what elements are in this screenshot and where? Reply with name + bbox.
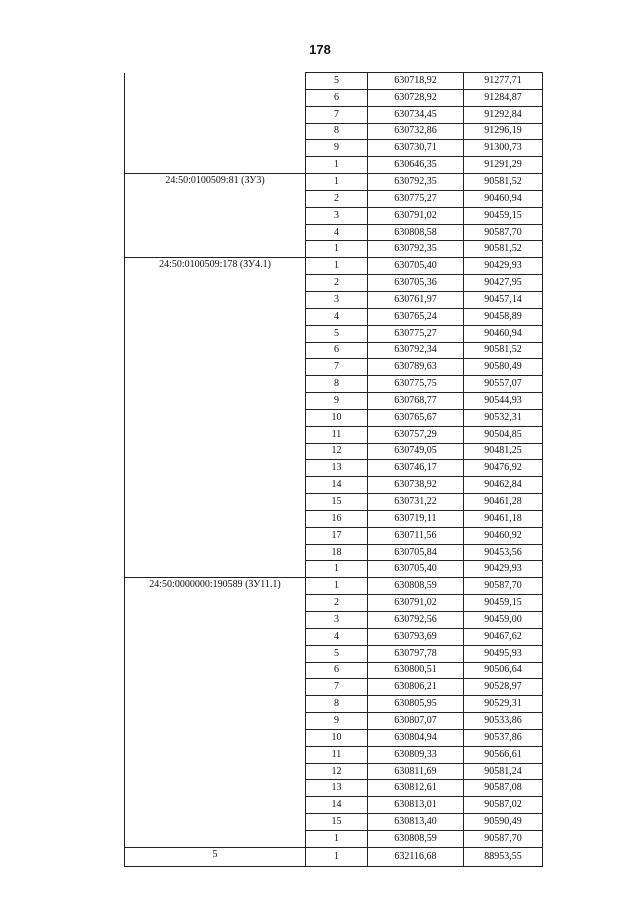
- point-number-cell: 2: [306, 595, 368, 612]
- y-coordinate-cell: 91277,71: [464, 73, 543, 90]
- table-row: [125, 73, 543, 90]
- point-number-cell: 9: [306, 393, 368, 410]
- y-coordinate-cell: 90504,85: [464, 426, 543, 443]
- x-coordinate-cell: 630732,86: [368, 123, 464, 140]
- x-coordinate-cell: 630804,94: [368, 729, 464, 746]
- parcel-group: [125, 174, 543, 258]
- x-coordinate-cell: 630775,27: [368, 190, 464, 207]
- y-coordinate-cell: 90506,64: [464, 662, 543, 679]
- x-coordinate-cell: 630738,92: [368, 477, 464, 494]
- y-coordinate-cell: 90557,07: [464, 376, 543, 393]
- point-number-cell: 14: [306, 477, 368, 494]
- x-coordinate-cell: 630797,78: [368, 645, 464, 662]
- page-number: 178: [309, 42, 331, 57]
- parcel-cadastral-number: 5: [125, 847, 306, 866]
- x-coordinate-cell: 630765,24: [368, 308, 464, 325]
- y-coordinate-cell: 91291,29: [464, 157, 543, 174]
- y-coordinate-cell: 90459,15: [464, 595, 543, 612]
- point-number-cell: 12: [306, 763, 368, 780]
- x-coordinate-cell: 630808,59: [368, 830, 464, 847]
- y-coordinate-cell: 90453,56: [464, 544, 543, 561]
- point-number-cell: 13: [306, 460, 368, 477]
- parcel-cadastral-number: 24:50:0100509:178 (ЗУ4.1): [125, 258, 306, 578]
- x-coordinate-cell: 630705,40: [368, 561, 464, 578]
- x-coordinate-cell: 630809,33: [368, 746, 464, 763]
- y-coordinate-cell: 90457,14: [464, 291, 543, 308]
- y-coordinate-cell: 90537,86: [464, 729, 543, 746]
- y-coordinate-cell: 88953,55: [464, 847, 543, 866]
- x-coordinate-cell: 630775,75: [368, 376, 464, 393]
- point-number-cell: 1: [306, 174, 368, 191]
- point-number-cell: 3: [306, 291, 368, 308]
- parcel-cadastral-number: 24:50:0000000:190589 (ЗУ11.1): [125, 578, 306, 848]
- y-coordinate-cell: 90460,94: [464, 190, 543, 207]
- x-coordinate-cell: 630808,59: [368, 578, 464, 595]
- y-coordinate-cell: 90467,62: [464, 628, 543, 645]
- parcel-group: [125, 258, 543, 578]
- point-number-cell: 3: [306, 612, 368, 629]
- point-number-cell: 7: [306, 106, 368, 123]
- point-number-cell: 5: [306, 645, 368, 662]
- point-number-cell: 14: [306, 797, 368, 814]
- y-coordinate-cell: 90533,86: [464, 713, 543, 730]
- y-coordinate-cell: 90581,52: [464, 174, 543, 191]
- x-coordinate-cell: 630811,69: [368, 763, 464, 780]
- x-coordinate-cell: 630792,35: [368, 174, 464, 191]
- point-number-cell: 8: [306, 376, 368, 393]
- x-coordinate-cell: 632116,68: [368, 847, 464, 866]
- y-coordinate-cell: 91296,19: [464, 123, 543, 140]
- y-coordinate-cell: 90461,18: [464, 510, 543, 527]
- x-coordinate-cell: 630808,58: [368, 224, 464, 241]
- point-number-cell: 6: [306, 662, 368, 679]
- point-number-cell: 4: [306, 628, 368, 645]
- x-coordinate-cell: 630791,02: [368, 595, 464, 612]
- point-number-cell: 8: [306, 696, 368, 713]
- point-number-cell: 18: [306, 544, 368, 561]
- point-number-cell: 1: [306, 847, 368, 866]
- x-coordinate-cell: 630791,02: [368, 207, 464, 224]
- y-coordinate-cell: 91292,84: [464, 106, 543, 123]
- y-coordinate-cell: 90581,52: [464, 342, 543, 359]
- point-number-cell: 2: [306, 275, 368, 292]
- parcel-group: [125, 73, 543, 174]
- y-coordinate-cell: 90495,93: [464, 645, 543, 662]
- y-coordinate-cell: 90476,92: [464, 460, 543, 477]
- coordinates-table: [124, 72, 543, 867]
- x-coordinate-cell: 630746,17: [368, 460, 464, 477]
- point-number-cell: 11: [306, 426, 368, 443]
- y-coordinate-cell: 90566,61: [464, 746, 543, 763]
- parcel-cadastral-number: 24:50:0100509:81 (ЗУ3): [125, 174, 306, 258]
- point-number-cell: 8: [306, 123, 368, 140]
- x-coordinate-cell: 630805,95: [368, 696, 464, 713]
- x-coordinate-cell: 630711,56: [368, 527, 464, 544]
- x-coordinate-cell: 630812,61: [368, 780, 464, 797]
- y-coordinate-cell: 90590,49: [464, 814, 543, 831]
- x-coordinate-cell: 630761,97: [368, 291, 464, 308]
- x-coordinate-cell: 630792,35: [368, 241, 464, 258]
- table-row: [125, 578, 543, 595]
- point-number-cell: 9: [306, 713, 368, 730]
- x-coordinate-cell: 630765,67: [368, 409, 464, 426]
- point-number-cell: 4: [306, 224, 368, 241]
- point-number-cell: 7: [306, 359, 368, 376]
- x-coordinate-cell: 630705,84: [368, 544, 464, 561]
- point-number-cell: 12: [306, 443, 368, 460]
- x-coordinate-cell: 630646,35: [368, 157, 464, 174]
- x-coordinate-cell: 630792,34: [368, 342, 464, 359]
- point-number-cell: 1: [306, 561, 368, 578]
- y-coordinate-cell: 91300,73: [464, 140, 543, 157]
- point-number-cell: 15: [306, 494, 368, 511]
- parcel-group: [125, 578, 543, 848]
- point-number-cell: 15: [306, 814, 368, 831]
- y-coordinate-cell: 90580,49: [464, 359, 543, 376]
- table-row: [125, 258, 543, 275]
- x-coordinate-cell: 630734,45: [368, 106, 464, 123]
- y-coordinate-cell: 90460,94: [464, 325, 543, 342]
- y-coordinate-cell: 90587,70: [464, 578, 543, 595]
- point-number-cell: 16: [306, 510, 368, 527]
- point-number-cell: 2: [306, 190, 368, 207]
- point-number-cell: 7: [306, 679, 368, 696]
- y-coordinate-cell: 90544,93: [464, 393, 543, 410]
- x-coordinate-cell: 630813,40: [368, 814, 464, 831]
- point-number-cell: 10: [306, 729, 368, 746]
- y-coordinate-cell: 90460,92: [464, 527, 543, 544]
- point-number-cell: 6: [306, 342, 368, 359]
- table-row: [125, 847, 543, 866]
- y-coordinate-cell: 90459,15: [464, 207, 543, 224]
- point-number-cell: 1: [306, 830, 368, 847]
- y-coordinate-cell: 90481,25: [464, 443, 543, 460]
- x-coordinate-cell: 630718,92: [368, 73, 464, 90]
- point-number-cell: 10: [306, 409, 368, 426]
- x-coordinate-cell: 630813,01: [368, 797, 464, 814]
- point-number-cell: 3: [306, 207, 368, 224]
- y-coordinate-cell: 90529,31: [464, 696, 543, 713]
- y-coordinate-cell: 91284,87: [464, 89, 543, 106]
- x-coordinate-cell: 630730,71: [368, 140, 464, 157]
- y-coordinate-cell: 90528,97: [464, 679, 543, 696]
- y-coordinate-cell: 90587,70: [464, 224, 543, 241]
- x-coordinate-cell: 630731,22: [368, 494, 464, 511]
- y-coordinate-cell: 90532,31: [464, 409, 543, 426]
- x-coordinate-cell: 630807,07: [368, 713, 464, 730]
- point-number-cell: 1: [306, 578, 368, 595]
- y-coordinate-cell: 90581,24: [464, 763, 543, 780]
- point-number-cell: 17: [306, 527, 368, 544]
- x-coordinate-cell: 630749,05: [368, 443, 464, 460]
- parcel-group: [125, 847, 543, 866]
- point-number-cell: 5: [306, 73, 368, 90]
- x-coordinate-cell: 630806,21: [368, 679, 464, 696]
- y-coordinate-cell: 90459,00: [464, 612, 543, 629]
- point-number-cell: 5: [306, 325, 368, 342]
- x-coordinate-cell: 630757,29: [368, 426, 464, 443]
- point-number-cell: 1: [306, 241, 368, 258]
- y-coordinate-cell: 90581,52: [464, 241, 543, 258]
- x-coordinate-cell: 630789,63: [368, 359, 464, 376]
- table-row: [125, 174, 543, 191]
- x-coordinate-cell: 630705,36: [368, 275, 464, 292]
- point-number-cell: 4: [306, 308, 368, 325]
- x-coordinate-cell: 630719,11: [368, 510, 464, 527]
- x-coordinate-cell: 630800,51: [368, 662, 464, 679]
- y-coordinate-cell: 90462,84: [464, 477, 543, 494]
- point-number-cell: 11: [306, 746, 368, 763]
- x-coordinate-cell: 630793,69: [368, 628, 464, 645]
- y-coordinate-cell: 90429,93: [464, 258, 543, 275]
- x-coordinate-cell: 630768,77: [368, 393, 464, 410]
- point-number-cell: 9: [306, 140, 368, 157]
- y-coordinate-cell: 90429,93: [464, 561, 543, 578]
- y-coordinate-cell: 90461,28: [464, 494, 543, 511]
- y-coordinate-cell: 90587,02: [464, 797, 543, 814]
- x-coordinate-cell: 630705,40: [368, 258, 464, 275]
- point-number-cell: 13: [306, 780, 368, 797]
- x-coordinate-cell: 630728,92: [368, 89, 464, 106]
- point-number-cell: 1: [306, 157, 368, 174]
- y-coordinate-cell: 90458,89: [464, 308, 543, 325]
- y-coordinate-cell: 90427,95: [464, 275, 543, 292]
- point-number-cell: 6: [306, 89, 368, 106]
- x-coordinate-cell: 630775,27: [368, 325, 464, 342]
- point-number-cell: 1: [306, 258, 368, 275]
- y-coordinate-cell: 90587,70: [464, 830, 543, 847]
- parcel-cadastral-number: [125, 73, 306, 174]
- x-coordinate-cell: 630792,56: [368, 612, 464, 629]
- y-coordinate-cell: 90587,08: [464, 780, 543, 797]
